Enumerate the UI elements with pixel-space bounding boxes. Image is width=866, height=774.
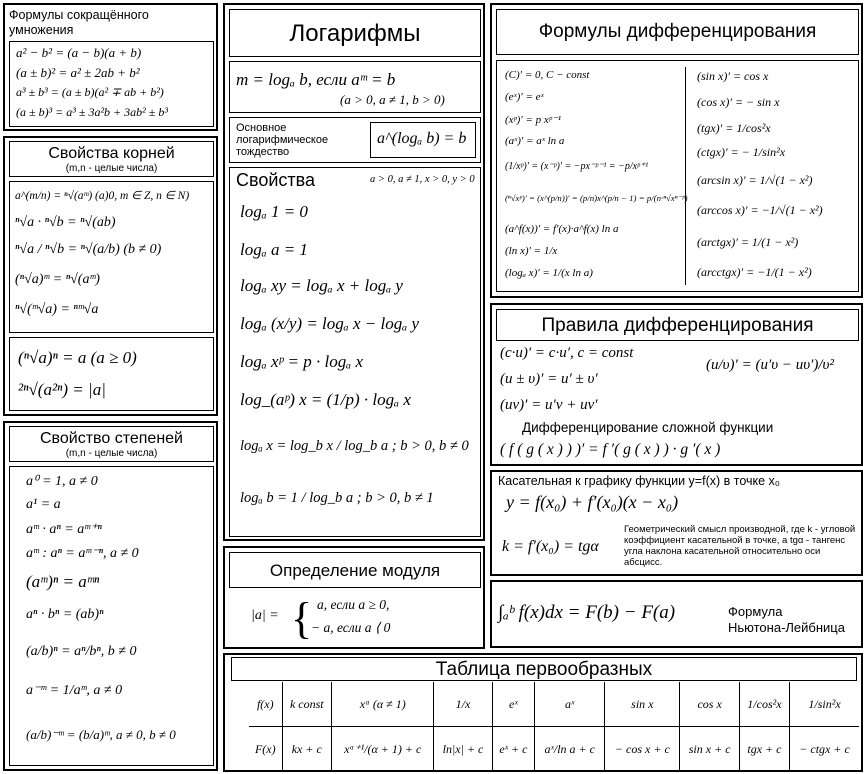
- rules-title-box: [496, 309, 859, 341]
- powers-panel: [3, 421, 218, 771]
- derivative-line: (tgx)′ = 1/cos²x: [697, 121, 771, 135]
- derivative-line: (xᵖ)′ = p xᵖ⁻¹: [505, 114, 561, 126]
- table-cell: xᵅ⁺¹/(α + 1) + c: [332, 727, 434, 772]
- newton-leibniz-label-1: Формула: [728, 604, 783, 619]
- roots-formulas: [9, 181, 214, 333]
- log-properties-title: Свойства: [236, 170, 316, 190]
- logarithms-title: Логарифмы: [289, 20, 421, 47]
- derivatives-panel: [490, 3, 863, 298]
- newton-leibniz-panel: [490, 580, 863, 648]
- derivative-line: (C)′ = 0, C − const: [505, 69, 590, 81]
- roots-even-root-box: [9, 337, 214, 411]
- antiderivatives-panel: [223, 653, 863, 772]
- log-property: logₐ 1 = 0: [240, 202, 308, 221]
- log-properties-box: [229, 167, 481, 537]
- roots-subtitle: (m,n - целые числа): [65, 163, 158, 174]
- modulus-brace: {: [291, 594, 313, 643]
- modulus-case: a, если a ≥ 0,: [317, 597, 390, 612]
- formula-line: aᵐ : aⁿ = aᵐ⁻ⁿ, a ≠ 0: [26, 546, 139, 561]
- formula-line: (a ± b)² = a² ± 2ab + b²: [16, 65, 140, 80]
- rule-line: (c·u)′ = c·u′, c = const: [500, 345, 634, 361]
- powers-title-box: [9, 426, 214, 462]
- log-identity-formula: a^(logₐ b) = b: [377, 130, 467, 147]
- formula-line: (a/b)⁻ᵐ = (b/a)ᵐ, a ≠ 0, b ≠ 0: [26, 727, 176, 742]
- modulus-panel: [223, 546, 485, 649]
- table-cell: − ctgx + c: [790, 727, 859, 772]
- derivatives-title: Формулы дифференцирования: [538, 21, 817, 42]
- rule-line: (uv)′ = u′v + uv′: [500, 397, 598, 413]
- formula-line: a² − b² = (a − b)(a + b): [16, 45, 142, 60]
- rule-quotient: (u/υ)′ = (u′υ − uυ′)/υ²: [706, 357, 834, 373]
- derivatives-title-box: [496, 9, 859, 55]
- derivative-line: (aˣ)′ = aˣ ln a: [505, 135, 565, 147]
- logarithms-title-box: [229, 9, 481, 57]
- log-property: logₐ xy = logₐ x + logₐ y: [240, 276, 403, 295]
- formula-line: a^(m/n) = ⁿ√(aᵐ) (a)0, m ∈ Z, n ∈ N): [15, 190, 190, 202]
- antiderivatives-title-box: [231, 657, 857, 681]
- log-identity-label: Основное логарифмическое тождество: [236, 122, 329, 158]
- powers-title: Свойство степеней: [40, 430, 183, 447]
- table-cell: kx + c: [282, 727, 331, 772]
- tangent-title: Касательная к графику функции y=f(x) в точке x₀: [498, 474, 780, 488]
- formula-line: a¹ = a: [26, 497, 61, 512]
- table-cell: 1/sin²x: [790, 682, 859, 727]
- table-cell: 1/cos²x: [739, 682, 789, 727]
- derivative-line: (arctgx)′ = 1/(1 − x²): [697, 235, 799, 249]
- antiderivatives-table: [249, 682, 859, 771]
- abbreviated-multiplication-panel: [3, 3, 218, 131]
- powers-subtitle: (m,n - целые числа): [65, 448, 158, 459]
- tangent-equation: y = f(x₀) + f′(x₀)(x − x₀): [506, 492, 679, 512]
- abbreviated-multiplication-title: Формулы сокращённого умножения: [9, 8, 149, 37]
- complex-function-title: Дифференцирование сложной функции: [522, 420, 774, 435]
- derivatives-formulas: [496, 60, 859, 292]
- table-cell: − cos x + c: [605, 727, 680, 772]
- formula-line: aᵐ · aⁿ = aᵐ⁺ⁿ: [26, 522, 102, 537]
- tangent-slope: k = f′(x₀) = tgα: [502, 538, 599, 555]
- derivative-line: (ln x)′ = 1/x: [505, 245, 558, 257]
- derivative-line: (a^f(x))′ = f′(x)·a^f(x) ln a: [505, 223, 619, 235]
- formula-line: aⁿ · bⁿ = (ab)ⁿ: [26, 607, 104, 622]
- abbreviated-multiplication-formulas: [9, 41, 214, 127]
- table-cell: eˣ + c: [492, 727, 535, 772]
- log-property: logₐ xᵖ = p · logₐ x: [240, 352, 364, 371]
- newton-leibniz-formula: ∫ₐᵇ f(x)dx = F(b) − F(a): [498, 602, 676, 623]
- formula-line: a⁻ᵐ = 1/aᵐ, a ≠ 0: [26, 683, 123, 698]
- logarithms-panel: [223, 3, 485, 541]
- powers-formulas: [9, 466, 214, 766]
- derivative-line: (arcctgx)′ = −1/(1 − x²): [697, 265, 812, 279]
- table-cell: ln|x| + c: [434, 727, 492, 772]
- table-cell: aˣ: [535, 682, 605, 727]
- formula-line: (aᵐ)ⁿ = aᵐⁿ: [26, 572, 100, 591]
- formula-line: ⁿ√a / ⁿ√b = ⁿ√(a/b) (b ≠ 0): [15, 242, 162, 257]
- derivative-line: (eˣ)′ = eˣ: [505, 91, 544, 103]
- derivative-line: (sin x)′ = cos x: [697, 69, 769, 83]
- tangent-note: Геометрический смысл производной, где k - угловой коэффициент касательной в точке, а tgα - тангенс угла наклона касательной относительно оси абсцисс.: [624, 524, 856, 568]
- table-cell: sin x + c: [680, 727, 739, 772]
- derivative-line: (cos x)′ = − sin x: [697, 95, 780, 109]
- log-property: logₐ x = log_b x / log_b a ; b > 0, b ≠ 0: [240, 438, 469, 454]
- roots-panel: [3, 136, 218, 416]
- derivative-line: (logₐ x)′ = 1/(x ln a): [505, 267, 593, 279]
- log-definition: m = logₐ b, если aᵐ = b: [236, 70, 396, 89]
- log-property: log_(aᵖ) x = (1/p) · logₐ x: [240, 390, 411, 409]
- log-property: logₐ b = 1 / log_b a ; b > 0, b ≠ 1: [240, 490, 434, 506]
- table-cell: xᵅ (α ≠ 1): [332, 682, 434, 727]
- log-property: logₐ a = 1: [240, 240, 308, 259]
- table-cell: F(x): [254, 741, 276, 756]
- tangent-panel: [490, 470, 863, 576]
- antiderivatives-title: Таблица первообразных: [435, 659, 653, 680]
- table-cell: tgx + c: [739, 727, 789, 772]
- differentiation-rules-panel: [490, 303, 863, 466]
- formula-line: (a/b)ⁿ = aⁿ/bⁿ, b ≠ 0: [26, 644, 137, 659]
- log-definition-box: [229, 61, 481, 113]
- formula-line: a⁰ = 1, a ≠ 0: [26, 474, 98, 489]
- formula-line: (ⁿ√a)ⁿ = a (a ≥ 0): [18, 348, 137, 367]
- table-cell: sin x: [605, 682, 680, 727]
- rule-line: (u ± υ)′ = u′ ± υ′: [500, 371, 598, 387]
- formula-line: a³ ± b³ = (a ± b)(a² ∓ ab + b²): [16, 85, 164, 99]
- derivative-line: (1/xᵖ)′ = (x⁻ᵖ)′ = −px⁻ᵖ⁻¹ = −p/xᵖ⁺¹: [505, 161, 649, 172]
- table-row: [249, 727, 859, 772]
- formula-line: ⁿ√(ᵐ√a) = ⁿᵐ√a: [15, 302, 99, 317]
- derivatives-divider: [685, 67, 686, 285]
- log-identity-box: [229, 117, 481, 163]
- derivative-line: (arcsin x)′ = 1/√(1 − x²): [697, 173, 813, 187]
- derivative-line: (ctgx)′ = − 1/sin²x: [697, 145, 786, 159]
- table-row: [249, 682, 859, 727]
- table-cell: f(x): [249, 682, 282, 727]
- modulus-title-box: [229, 552, 481, 588]
- log-properties-condition: a > 0, a ≠ 1, x > 0, y > 0: [370, 174, 475, 185]
- table-cell: aˣ/ln a + c: [535, 727, 605, 772]
- derivative-line: (ⁿ√xᵖ)′ = (x^(p/n))′ = (p/n)x^(p/n − 1) = p/(n·ⁿ√xⁿ⁻ᵖ): [505, 193, 688, 203]
- log-identity-formula-box: [370, 122, 476, 158]
- log-property: logₐ (x/y) = logₐ x − logₐ y: [240, 314, 420, 333]
- log-definition-condition: (a > 0, a ≠ 1, b > 0): [340, 92, 445, 107]
- rules-title: Правила дифференцирования: [541, 315, 814, 336]
- formula-line: (ⁿ√a)ᵐ = ⁿ√(aᵐ): [15, 272, 100, 287]
- complex-function-rule: ( f ( g ( x ) ) )′ = f ′( g ( x ) ) · g ′( x ): [500, 441, 721, 458]
- newton-leibniz-label-2: Ньютона-Лейбница: [728, 620, 845, 635]
- derivative-line: (arccos x)′ = −1/√(1 − x²): [697, 203, 823, 217]
- table-cell: k const: [282, 682, 331, 727]
- formula-line: (a ± b)³ = a³ ± 3a²b + 3ab² ± b³: [16, 105, 168, 119]
- formula-line: ²ⁿ√(a²ⁿ) = |a|: [18, 380, 106, 399]
- roots-title-box: [9, 141, 214, 177]
- modulus-case: − a, если a ⟨ 0: [311, 620, 391, 635]
- table-cell: eˣ: [492, 682, 535, 727]
- modulus-title: Определение модуля: [269, 561, 441, 580]
- table-cell: cos x: [680, 682, 739, 727]
- table-cell: 1/x: [434, 682, 492, 727]
- modulus-lhs: |a| =: [251, 608, 279, 623]
- roots-title: Свойства корней: [48, 145, 175, 162]
- formula-line: ⁿ√a · ⁿ√b = ⁿ√(ab): [15, 215, 116, 230]
